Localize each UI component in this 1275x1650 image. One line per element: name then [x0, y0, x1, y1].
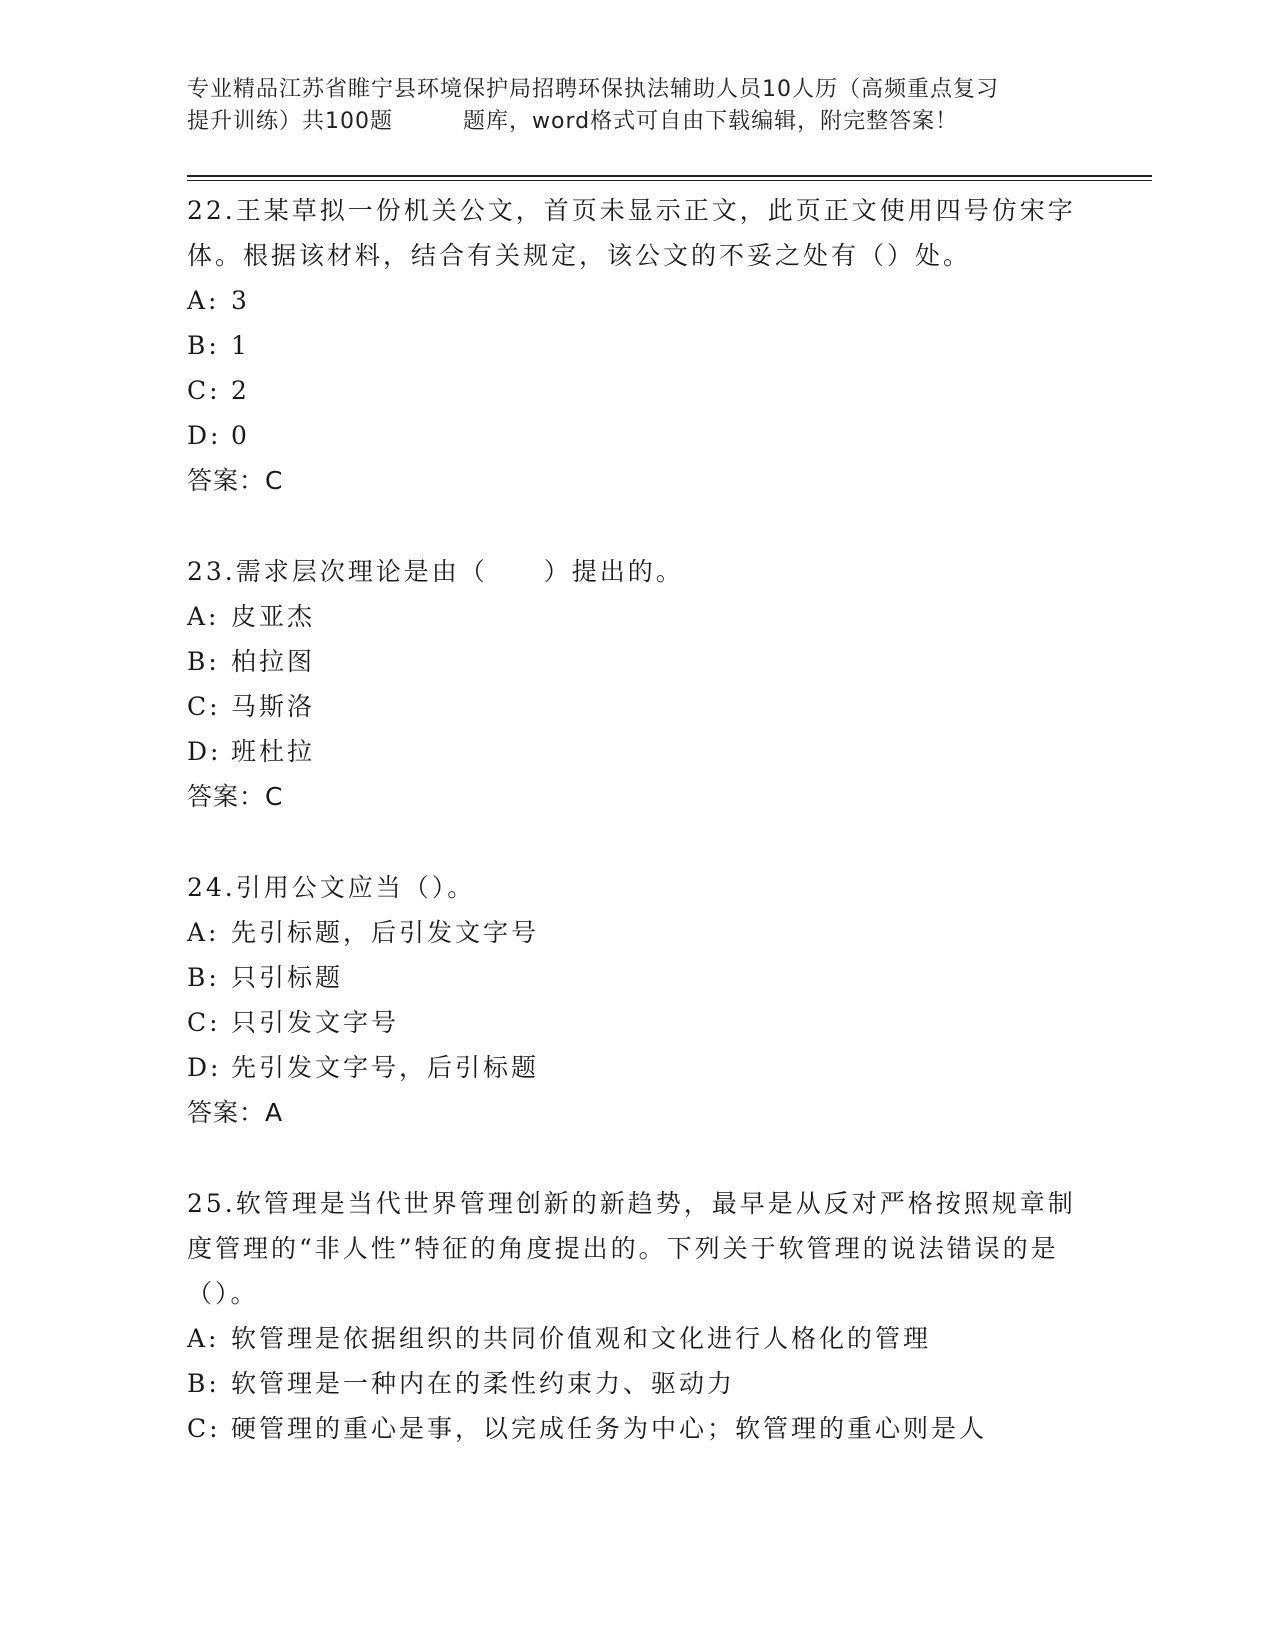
- question-spacer: [187, 819, 1087, 865]
- option-key: B:: [187, 1369, 220, 1398]
- option-text: 软管理是依据组织的共同价值观和文化进行人格化的管理: [231, 1324, 932, 1353]
- answer-line: 答案：A: [187, 1098, 284, 1127]
- option-text: 皮亚杰: [231, 602, 316, 631]
- option-text: 班杜拉: [231, 737, 316, 766]
- answer-line: 答案：C: [187, 466, 284, 495]
- question-23: [187, 549, 1087, 819]
- option-text: 先引标题，后引发文字号: [231, 918, 540, 947]
- option-d: [187, 413, 1087, 458]
- option-a: [187, 910, 1087, 955]
- question-spacer: [187, 503, 1087, 549]
- option-key: D:: [187, 421, 222, 450]
- option-d: [187, 1045, 1087, 1090]
- answer-line: 答案：C: [187, 782, 284, 811]
- option-text: 1: [231, 331, 250, 360]
- option-text: 马斯洛: [231, 692, 316, 721]
- option-key: C:: [187, 692, 221, 721]
- option-c: [187, 1406, 1087, 1451]
- option-text: 3: [231, 286, 250, 315]
- option-text: 0: [231, 421, 250, 450]
- option-text: 柏拉图: [231, 647, 316, 676]
- option-key: B:: [187, 647, 220, 676]
- option-text: 硬管理的重心是事，以完成任务为中心；软管理的重心则是人: [231, 1414, 988, 1443]
- option-b: [187, 1361, 1087, 1406]
- option-text: 只引标题: [231, 963, 344, 992]
- option-d: [187, 729, 1087, 774]
- question-stem: 22.王某草拟一份机关公文，首页未显示正文，此页正文使用四号仿宋字体。根据该材料，结合有关规定，该公文的不妥之处有（）处。: [187, 196, 1076, 270]
- option-key: C:: [187, 1414, 221, 1443]
- document-header: [187, 74, 1087, 138]
- option-text: 先引发文字号，后引标题: [231, 1053, 540, 1082]
- question-spacer: [187, 1135, 1087, 1181]
- option-key: A:: [187, 286, 220, 315]
- option-key: D:: [187, 1053, 222, 1082]
- header-divider-thin: [187, 180, 1152, 181]
- question-22: [187, 188, 1087, 503]
- option-key: C:: [187, 1008, 221, 1037]
- option-b: [187, 955, 1087, 1000]
- option-key: B:: [187, 963, 220, 992]
- question-stem: 24.引用公文应当（）。: [187, 873, 476, 902]
- option-key: A:: [187, 918, 220, 947]
- option-b: [187, 639, 1087, 684]
- question-list: [187, 188, 1087, 1451]
- header-line-2: [187, 106, 1087, 138]
- option-text: 只引发文字号: [231, 1008, 400, 1037]
- option-a: [187, 278, 1087, 323]
- question-25: [187, 1181, 1087, 1451]
- option-text: 2: [231, 376, 250, 405]
- option-a: [187, 1316, 1087, 1361]
- header-line-2-right: 题库，word格式可自由下载编辑，附完整答案！: [463, 109, 959, 134]
- option-c: [187, 1000, 1087, 1045]
- option-b: [187, 323, 1087, 368]
- option-key: A:: [187, 602, 220, 631]
- question-stem: 23.需求层次理论是由（ ）提出的。: [187, 557, 684, 586]
- option-key: D:: [187, 737, 222, 766]
- option-key: C:: [187, 376, 221, 405]
- question-24: [187, 865, 1087, 1135]
- option-c: [187, 368, 1087, 413]
- header-divider-thick: [187, 175, 1152, 177]
- option-a: [187, 594, 1087, 639]
- header-line-2-left: 提升训练）共100题: [187, 109, 393, 134]
- option-text: 软管理是一种内在的柔性约束力、驱动力: [231, 1369, 736, 1398]
- option-c: [187, 684, 1087, 729]
- option-key: B:: [187, 331, 220, 360]
- option-key: A:: [187, 1324, 220, 1353]
- header-line-1: 专业精品江苏省睢宁县环境保护局招聘环保执法辅助人员10人历（高频重点复习: [187, 77, 999, 102]
- question-stem: 25.软管理是当代世界管理创新的新趋势，最早是从反对严格按照规章制度管理的“非人性”特征的角度提出的。下列关于软管理的说法错误的是（）。: [187, 1189, 1076, 1308]
